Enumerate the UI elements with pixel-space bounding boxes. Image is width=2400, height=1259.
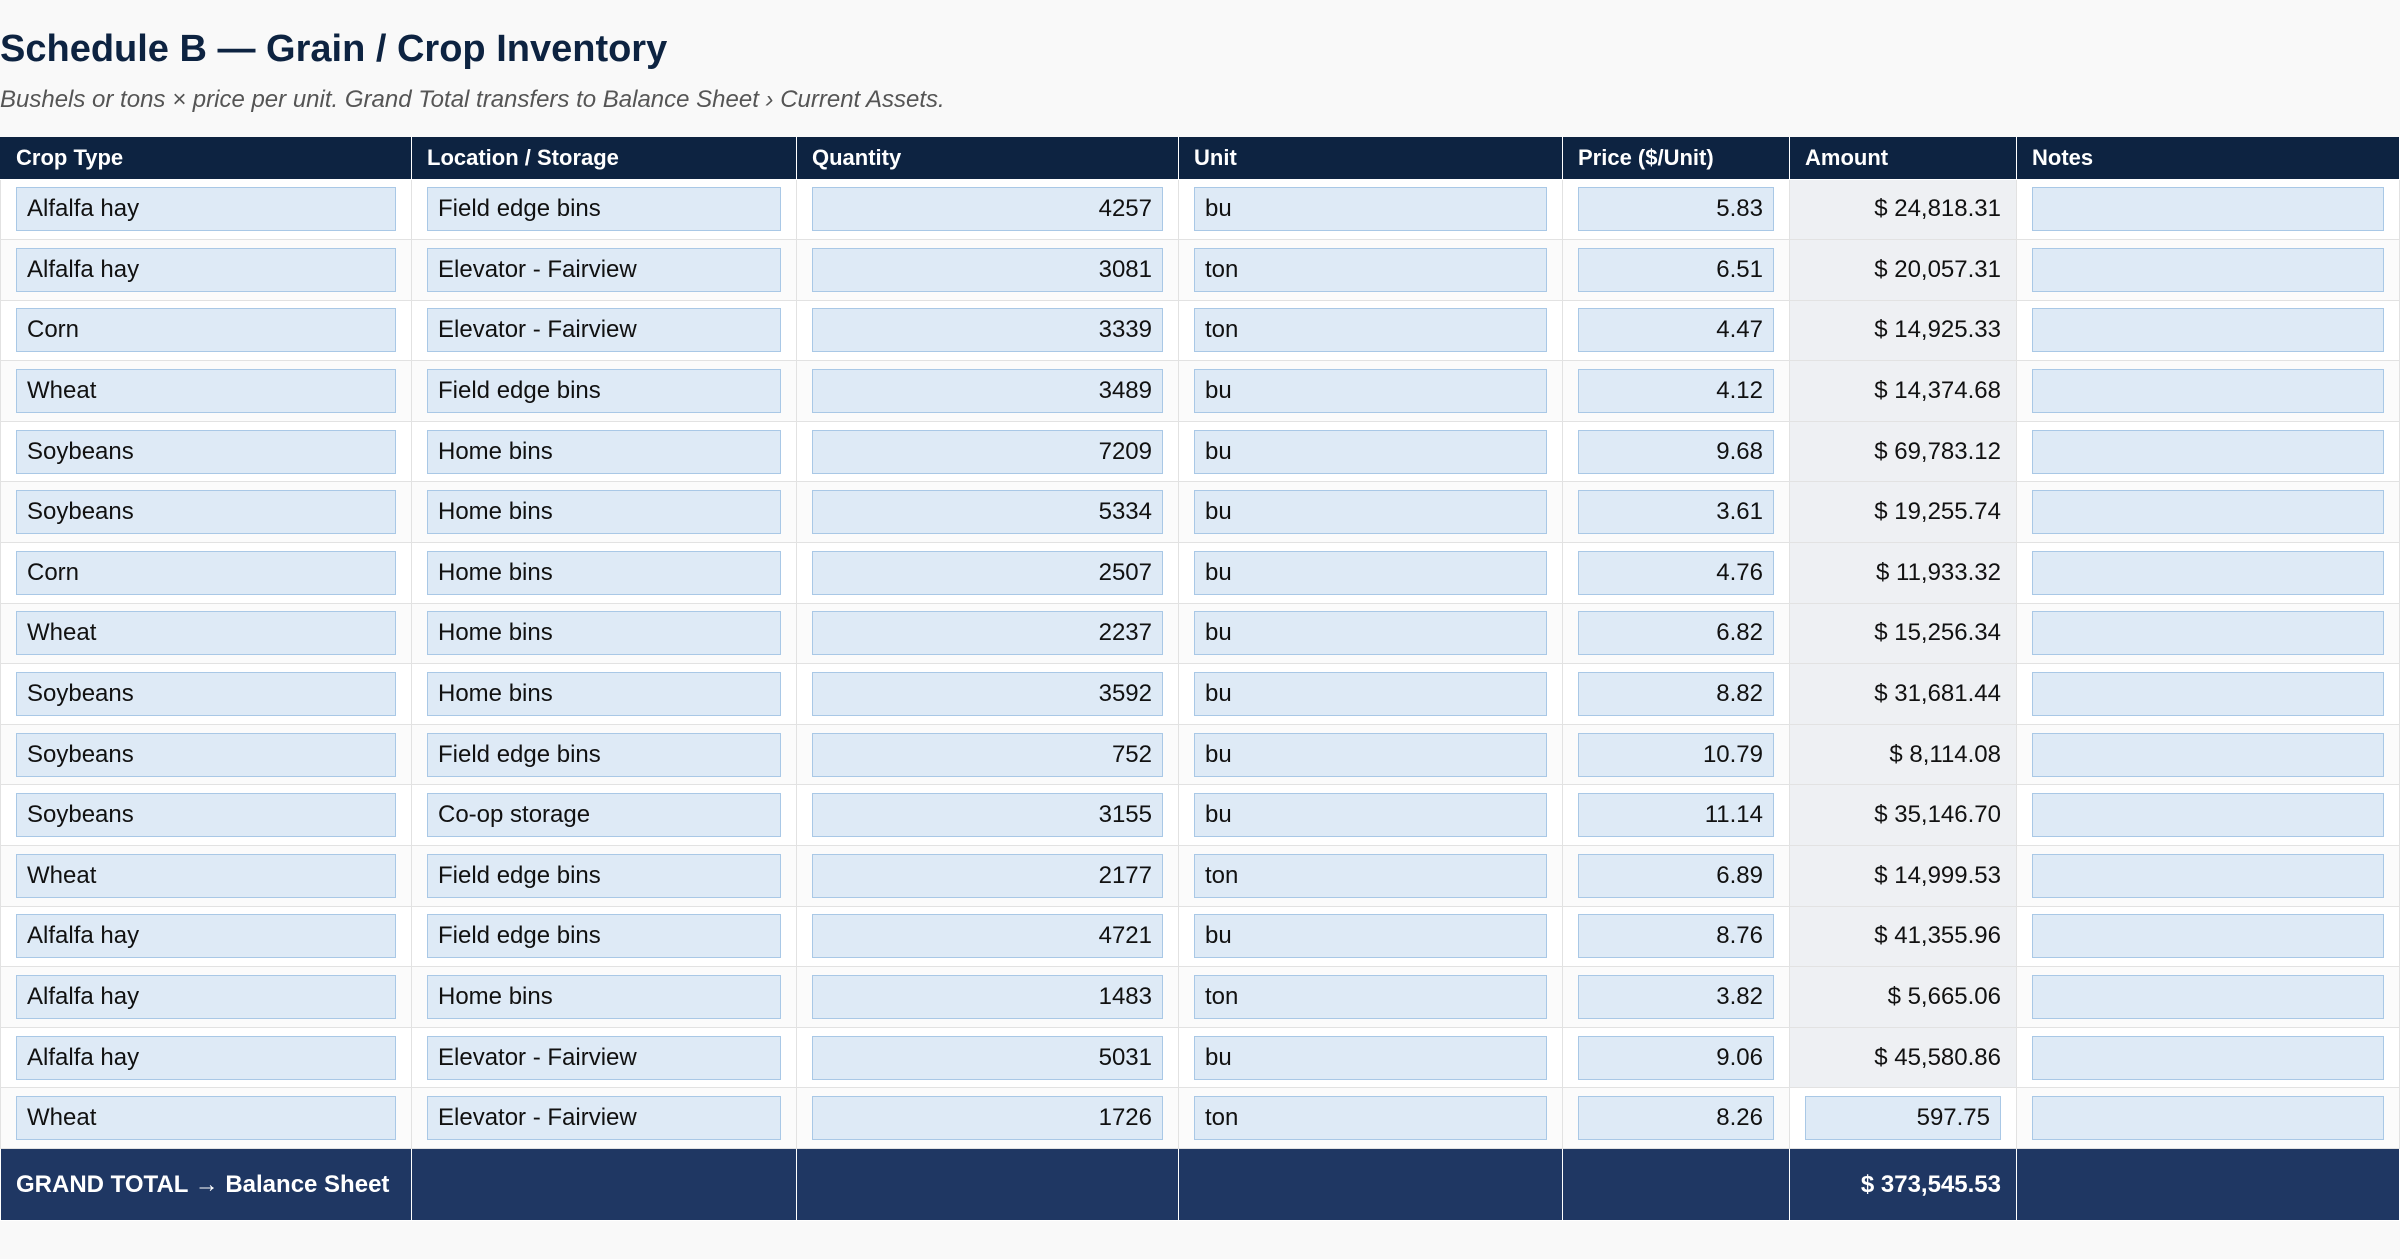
quantity-input[interactable]: 1483	[812, 975, 1163, 1019]
quantity-input[interactable]: 2507	[812, 551, 1163, 595]
price-input[interactable]: 4.12	[1578, 369, 1774, 413]
location-input[interactable]: Co-op storage	[427, 793, 781, 837]
table-header-row	[1, 137, 2400, 179]
price-input[interactable]: 8.82	[1578, 672, 1774, 716]
notes-input[interactable]	[2032, 914, 2384, 958]
location-input[interactable]: Home bins	[427, 611, 781, 655]
unit-input[interactable]: ton	[1194, 248, 1547, 292]
table-row	[1, 846, 2400, 907]
crop-type-input[interactable]: Alfalfa hay	[16, 187, 396, 231]
price-input[interactable]: 5.83	[1578, 187, 1774, 231]
location-input[interactable]: Elevator - Fairview	[427, 1096, 781, 1140]
crop-type-input[interactable]: Alfalfa hay	[16, 1036, 396, 1080]
col-header-price: Price ($/Unit)	[1563, 137, 1790, 179]
table-row	[1, 179, 2400, 240]
price-input[interactable]: 4.76	[1578, 551, 1774, 595]
notes-input[interactable]	[2032, 733, 2384, 777]
notes-input[interactable]	[2032, 430, 2384, 474]
location-input[interactable]: Home bins	[427, 551, 781, 595]
location-input[interactable]: Field edge bins	[427, 733, 781, 777]
crop-type-input[interactable]: Alfalfa hay	[16, 975, 396, 1019]
unit-input[interactable]: bu	[1194, 672, 1547, 716]
amount-input[interactable]: 597.75	[1805, 1096, 2001, 1140]
quantity-input[interactable]: 4257	[812, 187, 1163, 231]
crop-type-input[interactable]: Soybeans	[16, 793, 396, 837]
amount-value: $ 11,933.32	[1790, 543, 2017, 604]
amount-value: $ 24,818.31	[1790, 179, 2017, 240]
location-input[interactable]: Elevator - Fairview	[427, 1036, 781, 1080]
amount-value: $ 15,256.34	[1790, 603, 2017, 664]
table-row	[1, 300, 2400, 361]
quantity-input[interactable]: 1726	[812, 1096, 1163, 1140]
location-input[interactable]: Field edge bins	[427, 914, 781, 958]
unit-input[interactable]: bu	[1194, 490, 1547, 534]
amount-value: $ 41,355.96	[1790, 906, 2017, 967]
amount-value: $ 19,255.74	[1790, 482, 2017, 543]
crop-type-input[interactable]: Alfalfa hay	[16, 914, 396, 958]
location-input[interactable]: Field edge bins	[427, 854, 781, 898]
notes-input[interactable]	[2032, 1096, 2384, 1140]
quantity-input[interactable]: 3339	[812, 308, 1163, 352]
location-input[interactable]: Field edge bins	[427, 187, 781, 231]
col-header-quantity: Quantity	[797, 137, 1179, 179]
unit-input[interactable]: bu	[1194, 1036, 1547, 1080]
notes-input[interactable]	[2032, 187, 2384, 231]
quantity-input[interactable]: 3592	[812, 672, 1163, 716]
quantity-input[interactable]: 7209	[812, 430, 1163, 474]
table-row	[1, 906, 2400, 967]
notes-input[interactable]	[2032, 672, 2384, 716]
grand-total-label: GRAND TOTAL → Balance Sheet	[1, 1149, 412, 1221]
amount-value: $ 14,374.68	[1790, 361, 2017, 422]
page-title: Schedule B — Grain / Crop Inventory	[0, 28, 668, 70]
price-input[interactable]: 4.47	[1578, 308, 1774, 352]
crop-type-input[interactable]: Wheat	[16, 611, 396, 655]
table-row	[1, 785, 2400, 846]
unit-input[interactable]: ton	[1194, 1096, 1547, 1140]
col-header-location: Location / Storage	[412, 137, 797, 179]
price-input[interactable]: 3.82	[1578, 975, 1774, 1019]
crop-type-input[interactable]: Wheat	[16, 1096, 396, 1140]
quantity-input[interactable]: 3155	[812, 793, 1163, 837]
notes-input[interactable]	[2032, 975, 2384, 1019]
quantity-input[interactable]: 5031	[812, 1036, 1163, 1080]
unit-input[interactable]: bu	[1194, 914, 1547, 958]
table-row	[1, 1027, 2400, 1088]
unit-input[interactable]: bu	[1194, 369, 1547, 413]
col-header-crop-type: Crop Type	[1, 137, 412, 179]
page-subtitle: Bushels or tons × price per unit. Grand Total transfers to Balance Sheet › Current Assets.	[0, 86, 945, 113]
amount-value: $ 31,681.44	[1790, 664, 2017, 725]
notes-input[interactable]	[2032, 854, 2384, 898]
amount-value: $ 45,580.86	[1790, 1027, 2017, 1088]
crop-type-input[interactable]: Soybeans	[16, 490, 396, 534]
quantity-input[interactable]: 2237	[812, 611, 1163, 655]
unit-input[interactable]: bu	[1194, 733, 1547, 777]
amount-value: $ 14,999.53	[1790, 846, 2017, 907]
table-row	[1, 421, 2400, 482]
crop-type-input[interactable]: Alfalfa hay	[16, 248, 396, 292]
notes-input[interactable]	[2032, 369, 2384, 413]
grand-total-row	[1, 1149, 2400, 1221]
unit-input[interactable]: ton	[1194, 308, 1547, 352]
price-input[interactable]: 9.68	[1578, 430, 1774, 474]
amount-value: $ 5,665.06	[1790, 967, 2017, 1028]
col-header-unit: Unit	[1179, 137, 1563, 179]
notes-input[interactable]	[2032, 248, 2384, 292]
amount-value: $ 8,114.08	[1790, 724, 2017, 785]
unit-input[interactable]: bu	[1194, 551, 1547, 595]
unit-input[interactable]: bu	[1194, 793, 1547, 837]
crop-type-input[interactable]: Wheat	[16, 854, 396, 898]
unit-input[interactable]: bu	[1194, 430, 1547, 474]
notes-input[interactable]	[2032, 611, 2384, 655]
grand-total-value: $ 373,545.53	[1790, 1149, 2017, 1221]
amount-value: $ 35,146.70	[1790, 785, 2017, 846]
amount-value: $ 20,057.31	[1790, 240, 2017, 301]
quantity-input[interactable]: 3081	[812, 248, 1163, 292]
location-input[interactable]: Elevator - Fairview	[427, 248, 781, 292]
crop-type-input[interactable]: Soybeans	[16, 430, 396, 474]
col-header-amount: Amount	[1790, 137, 2017, 179]
table-row	[1, 361, 2400, 422]
amount-value: $ 14,925.33	[1790, 300, 2017, 361]
quantity-input[interactable]: 5334	[812, 490, 1163, 534]
table-row	[1, 240, 2400, 301]
price-input[interactable]: 3.61	[1578, 490, 1774, 534]
amount-value: $ 69,783.12	[1790, 421, 2017, 482]
table-row	[1, 1088, 2400, 1149]
price-input[interactable]: 6.82	[1578, 611, 1774, 655]
crop-inventory-table	[0, 137, 2400, 1221]
location-input[interactable]: Home bins	[427, 975, 781, 1019]
notes-input[interactable]	[2032, 1036, 2384, 1080]
quantity-input[interactable]: 4721	[812, 914, 1163, 958]
table-row	[1, 967, 2400, 1028]
col-header-notes: Notes	[2017, 137, 2400, 179]
location-input[interactable]: Home bins	[427, 430, 781, 474]
price-input[interactable]: 10.79	[1578, 733, 1774, 777]
notes-input[interactable]	[2032, 551, 2384, 595]
price-input[interactable]: 9.06	[1578, 1036, 1774, 1080]
table-row	[1, 543, 2400, 604]
notes-input[interactable]	[2032, 490, 2384, 534]
notes-input[interactable]	[2032, 308, 2384, 352]
table-row	[1, 664, 2400, 725]
notes-input[interactable]	[2032, 793, 2384, 837]
price-input[interactable]: 8.76	[1578, 914, 1774, 958]
location-input[interactable]: Home bins	[427, 490, 781, 534]
price-input[interactable]: 8.26	[1578, 1096, 1774, 1140]
location-input[interactable]: Field edge bins	[427, 369, 781, 413]
table-row	[1, 482, 2400, 543]
crop-type-input[interactable]: Wheat	[16, 369, 396, 413]
unit-input[interactable]: bu	[1194, 187, 1547, 231]
table-row	[1, 724, 2400, 785]
quantity-input[interactable]: 2177	[812, 854, 1163, 898]
price-input[interactable]: 6.89	[1578, 854, 1774, 898]
crop-type-input[interactable]: Corn	[16, 308, 396, 352]
quantity-input[interactable]: 752	[812, 733, 1163, 777]
unit-input[interactable]: ton	[1194, 975, 1547, 1019]
table-row	[1, 603, 2400, 664]
unit-input[interactable]: bu	[1194, 611, 1547, 655]
price-input[interactable]: 11.14	[1578, 793, 1774, 837]
crop-type-input[interactable]: Soybeans	[16, 672, 396, 716]
location-input[interactable]: Elevator - Fairview	[427, 308, 781, 352]
price-input[interactable]: 6.51	[1578, 248, 1774, 292]
location-input[interactable]: Home bins	[427, 672, 781, 716]
quantity-input[interactable]: 3489	[812, 369, 1163, 413]
crop-type-input[interactable]: Corn	[16, 551, 396, 595]
unit-input[interactable]: ton	[1194, 854, 1547, 898]
crop-type-input[interactable]: Soybeans	[16, 733, 396, 777]
